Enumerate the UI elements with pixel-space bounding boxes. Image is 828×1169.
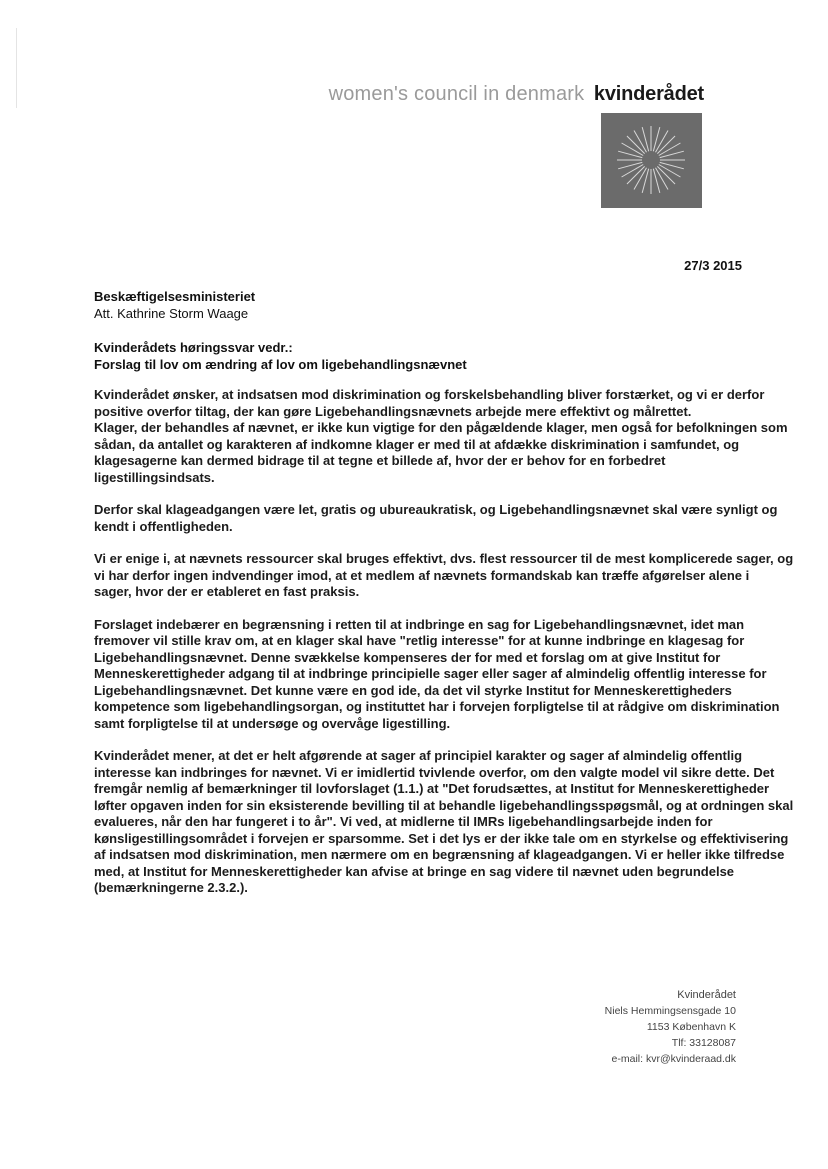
body-line: Kvinderådet mener, at det er helt afgørende at sager af principiel karakter og sager af almindelig offentlig [94, 748, 743, 763]
logo-ray [642, 169, 648, 193]
sunburst-logo-icon [601, 113, 702, 208]
body-line: evalueres, når den har fungeret i to år". Vi ved, at midlerne til IMRs ligebehandlingsarbejde inden for [94, 814, 713, 829]
brand-name: kvinderådet [593, 83, 704, 105]
sender-email: e-mail: kvr@kvinderaad.dk [611, 1053, 736, 1065]
recipient-attention: Att. Kathrine Storm Waage [94, 306, 249, 321]
body-line: samt forpligtelse til at undersøge og overvåge ligestilling. [94, 715, 451, 731]
body-line: positive overfor tiltag, der kan gøre Ligebehandlingsnævnets arbejde mere effektivt og målrettet. [94, 403, 692, 419]
body-line: Menneskerettigheder adgang til at indbringe principielle sager eller sager af almindelig offentlig interesse for [94, 666, 767, 681]
body-line: kønsligestillingsområdet i forvejen er sparsomme. Set i det lys er der ikke tale om en styrkelse og effektivisering [94, 830, 789, 846]
sender-address [605, 987, 736, 1067]
body-line: Ligebehandlingsnævnet. Det kunne være en god ide, da det vil styrke Institut for Menneskerettigheders [94, 682, 732, 698]
letter-date: 27/3 2015 [684, 258, 742, 273]
body-paragraph [94, 551, 794, 601]
logo-ray [618, 151, 642, 157]
subject-block [94, 339, 467, 373]
body-line: ligestillingsindsats. [94, 469, 215, 485]
body-paragraph [94, 748, 794, 897]
body-line: af indsatsen mod diskrimination, men nærmere om en begrænsning af klageadgangen. Vi er heller ikke tilfredse [94, 847, 785, 862]
body-paragraph [94, 616, 780, 733]
body-line: klagesagerne kan dermed bidrage til at tegne et billede af, hvor der er behov for en forbedret [94, 453, 666, 468]
sender-phone: Tlf: 33128087 [671, 1037, 736, 1049]
recipient-block [94, 288, 255, 322]
subject-line-1: Kvinderådets høringssvar vedr.: [94, 340, 293, 355]
body-line: Forslaget indebærer en begrænsning i retten til at indbringe en sag for Ligebehandlingsnævnet, idet man [94, 616, 745, 632]
sender-street: Niels Hemmingsensgade 10 [604, 1005, 736, 1017]
letter-body [94, 387, 794, 913]
logo-ray [653, 127, 659, 151]
scan-edge-mark [16, 28, 17, 108]
body-line: kendt i offentligheden. [94, 518, 233, 534]
body-line: Klager, der behandles af nævnet, er ikke kun vigtige for den pågældende klager, men også for befolkningen som [94, 420, 788, 435]
logo-ray [660, 162, 684, 168]
sender-city: 1153 København K [646, 1021, 736, 1033]
brand-tagline: women's council in denmark [328, 83, 585, 105]
recipient-organization: Beskæftigelsesministeriet [94, 289, 256, 304]
logo-ray [660, 151, 684, 157]
logo-ray [618, 162, 642, 168]
body-paragraph [94, 387, 788, 486]
body-paragraph [94, 502, 778, 535]
logo-ray [653, 169, 659, 193]
body-line: vi har derfor ingen indvendinger imod, at et medlem af nævnets formandskab kan træffe afgørelser alene i [94, 567, 750, 583]
subject-line-2: Forslag til lov om ændring af lov om ligebehandlingsnævnet [94, 357, 467, 372]
body-line: kompetence som ligebehandlingsorgan, og instituttet har i forvejen forpligtelse til at rådgive om diskrimination [94, 699, 780, 714]
body-line: med, at Institut for Menneskerettigheder kan afvise at bringe en sag videre til nævnet uden begrundelse [94, 863, 735, 879]
letterhead-brand [329, 82, 704, 106]
body-line: sådan, da antallet og karakteren af indkomne klager er med til at afdække diskrimination i samfundet, og [94, 436, 740, 452]
body-line: fremgår nemlig af bemærkninger til lovforslaget (1.1.) at "Det forudsættes, at Institut for Menneskerettigheder [94, 781, 770, 796]
body-line: fremover vil stille krav om, at en klager skal have "retlig interesse" for at kunne indbringe en klagesag for [94, 633, 745, 648]
body-line: Ligebehandlingsnævnet. Denne svækkelse kompenseres der for med et forslag om at give Institut for [94, 649, 721, 665]
body-line: (bemærkningerne 2.3.2.). [94, 880, 248, 895]
body-line: Vi er enige i, at nævnets ressourcer skal bruges effektivt, dvs. flest ressourcer til de mest komplicerede sager, og [94, 551, 794, 566]
body-line: løfter opgaven inden for sin eksisterende bevilling til at behandle ligebehandlingsspøgsmål, og at ordningen skal [94, 797, 794, 813]
body-line: interesse kan indbringes for nævnet. Vi er imidlertid tvivlende overfor, om den valgte model vil sikre dette. Det [94, 764, 775, 780]
body-line: Kvinderådet ønsker, at indsatsen mod diskrimination og forskelsbehandling bliver forstærket, og vi er derfor [94, 387, 765, 402]
logo-ray [642, 127, 648, 151]
body-line: sager, hvor der er etableret en fast praksis. [94, 584, 360, 599]
body-line: Derfor skal klageadgangen være let, gratis og ubureaukratisk, og Ligebehandlingsnævnet skal være synligt og [94, 502, 778, 517]
sender-name: Kvinderådet [677, 989, 736, 1001]
